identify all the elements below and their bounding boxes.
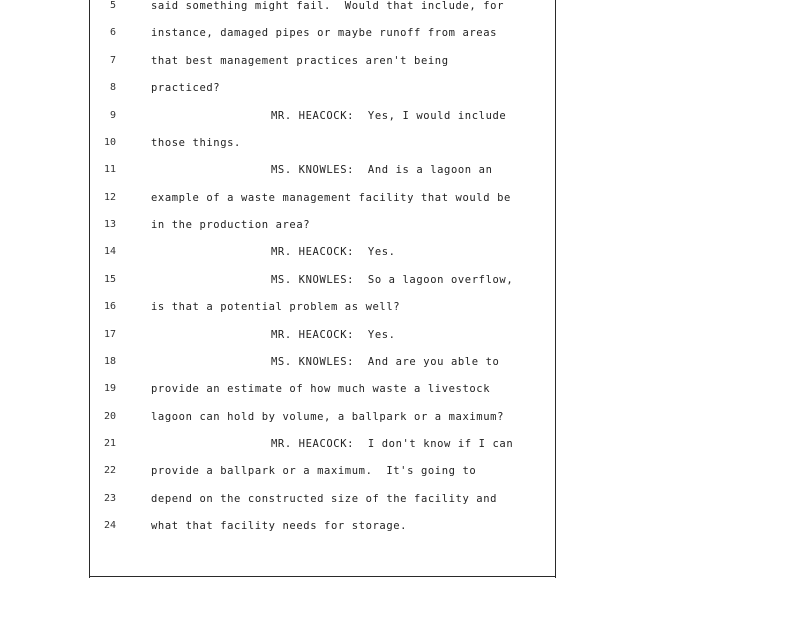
- speaker-label: MS. KNOWLES:: [271, 274, 355, 286]
- line-text: instance, damaged pipes or maybe runoff from areas: [151, 27, 498, 39]
- line-number: 23: [103, 493, 116, 504]
- line-number: 6: [109, 27, 116, 38]
- line-text: [271, 356, 499, 368]
- speech-text: Yes, I would include: [367, 110, 507, 122]
- line-text: is that a potential problem as well?: [151, 301, 401, 313]
- line-number: 11: [103, 164, 116, 175]
- line-text: lagoon can hold by volume, a ballpark or a maximum?: [151, 411, 504, 423]
- line-text: those things.: [151, 137, 241, 149]
- line-number: 14: [103, 246, 116, 257]
- line-number: 10: [103, 137, 116, 148]
- line-text: in the production area?: [151, 219, 311, 231]
- left-margin-line: [89, 0, 90, 578]
- line-number: 22: [103, 465, 116, 476]
- line-text: [271, 164, 493, 176]
- line-text: [271, 329, 396, 341]
- line-number: 5: [109, 0, 116, 11]
- line-text: said something might fail. Would that include, for: [151, 0, 504, 12]
- line-number: 12: [103, 192, 116, 203]
- line-number: 13: [103, 219, 116, 230]
- line-text: practiced?: [151, 82, 221, 94]
- line-number: 16: [103, 301, 116, 312]
- line-number: 20: [103, 411, 116, 422]
- line-text: [271, 274, 513, 286]
- line-number: 17: [103, 329, 116, 340]
- line-text: what that facility needs for storage.: [151, 520, 408, 532]
- line-number: 15: [103, 274, 116, 285]
- line-text: [271, 110, 506, 122]
- speech-text: Yes.: [367, 329, 396, 341]
- speaker-label: MS. KNOWLES:: [271, 164, 355, 176]
- speech-text: So a lagoon overflow,: [367, 274, 514, 286]
- speaker-label: MR. HEACOCK:: [271, 110, 355, 122]
- speech-text: Yes.: [367, 246, 396, 258]
- line-text: that best management practices aren't being: [151, 55, 449, 67]
- speaker-label: MR. HEACOCK:: [271, 438, 355, 450]
- speech-text: I don't know if I can: [367, 438, 514, 450]
- speech-text: And are you able to: [367, 356, 500, 368]
- speech-text: And is a lagoon an: [367, 164, 493, 176]
- line-number: 24: [103, 520, 116, 531]
- line-number: 18: [103, 356, 116, 367]
- speaker-label: MR. HEACOCK:: [271, 329, 355, 341]
- line-text: provide an estimate of how much waste a livestock: [151, 383, 491, 395]
- line-number: 21: [103, 438, 116, 449]
- page-bottom-line: [89, 576, 556, 577]
- line-text: [271, 438, 513, 450]
- line-text: [271, 246, 396, 258]
- line-text: depend on the constructed size of the facility and: [151, 493, 498, 505]
- speaker-label: MS. KNOWLES:: [271, 356, 355, 368]
- speaker-label: MR. HEACOCK:: [271, 246, 355, 258]
- line-text: example of a waste management facility that would be: [151, 192, 511, 204]
- line-number: 19: [103, 383, 116, 394]
- right-margin-line: [555, 0, 556, 578]
- line-number: 7: [109, 55, 116, 66]
- line-number: 9: [109, 110, 116, 121]
- line-number: 8: [109, 82, 116, 93]
- line-text: provide a ballpark or a maximum. It's going to: [151, 465, 477, 477]
